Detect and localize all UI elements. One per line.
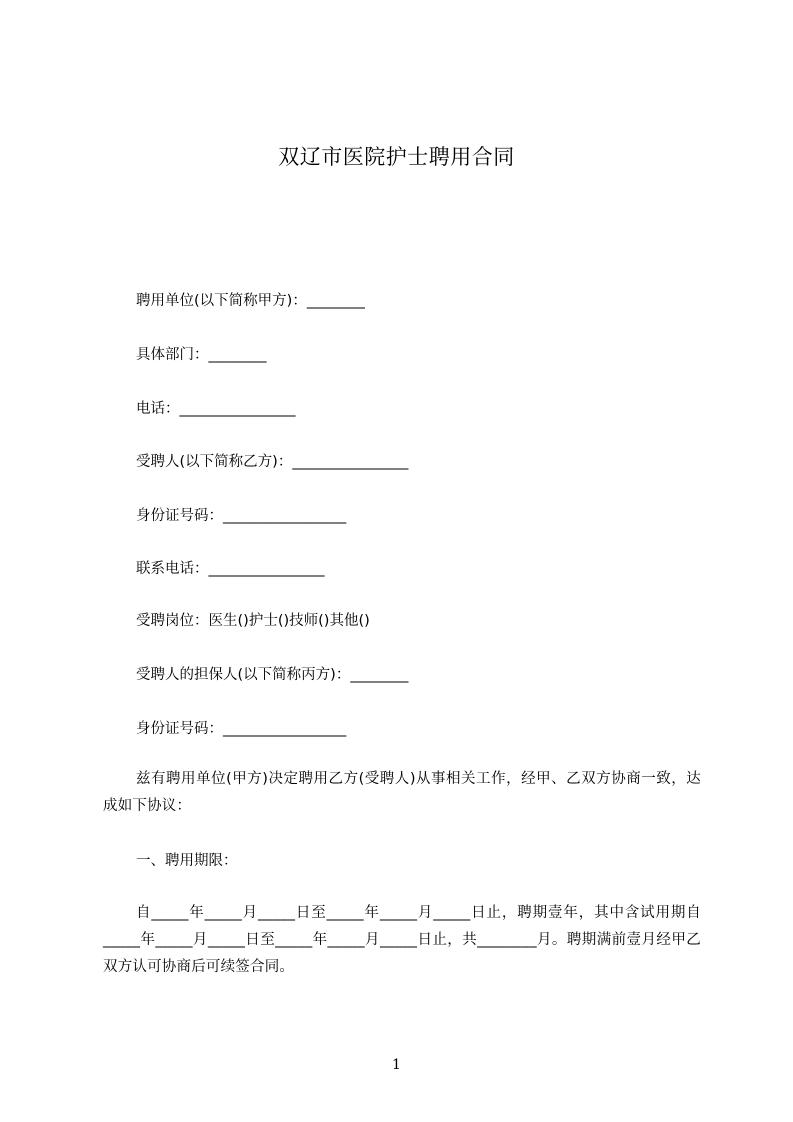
employer-field: 聘用单位(以下简称甲方)：________ (136, 293, 365, 309)
phone-field: 电话：________________ (136, 401, 296, 417)
page-number: 1 (392, 1057, 401, 1073)
guarantor-field: 受聘人的担保人(以下简称丙方)：________ (136, 667, 409, 683)
department-field: 具体部门：________ (136, 347, 267, 363)
contact-phone-field: 联系电话：________________ (136, 561, 325, 577)
guarantor-id-field: 身份证号码：_________________ (136, 721, 347, 737)
document-title: 双辽市医院护士聘用合同 (278, 145, 515, 169)
section-1-heading: 一、聘用期限： (136, 853, 238, 869)
employee-id-field: 身份证号码：_________________ (136, 508, 347, 524)
position-field: 受聘岗位：医生()护士()技师()其他() (136, 613, 370, 629)
intro-paragraph: 兹有聘用单位(甲方)决定聘用乙方(受聘人)从事相关工作，经甲、乙双方协商一致，达成如下协议： (103, 771, 701, 814)
section-1-body: 自_____年_____月_____日至_____年_____月_____日止，聘期壹年，其中含试用期自_____年_____月_____日至_____年_____月_____日止，共________月。聘期满前壹月经甲乙双方认可协商后可续签合同。 (103, 905, 701, 975)
employee-field: 受聘人(以下简称乙方)：________________ (136, 454, 409, 470)
